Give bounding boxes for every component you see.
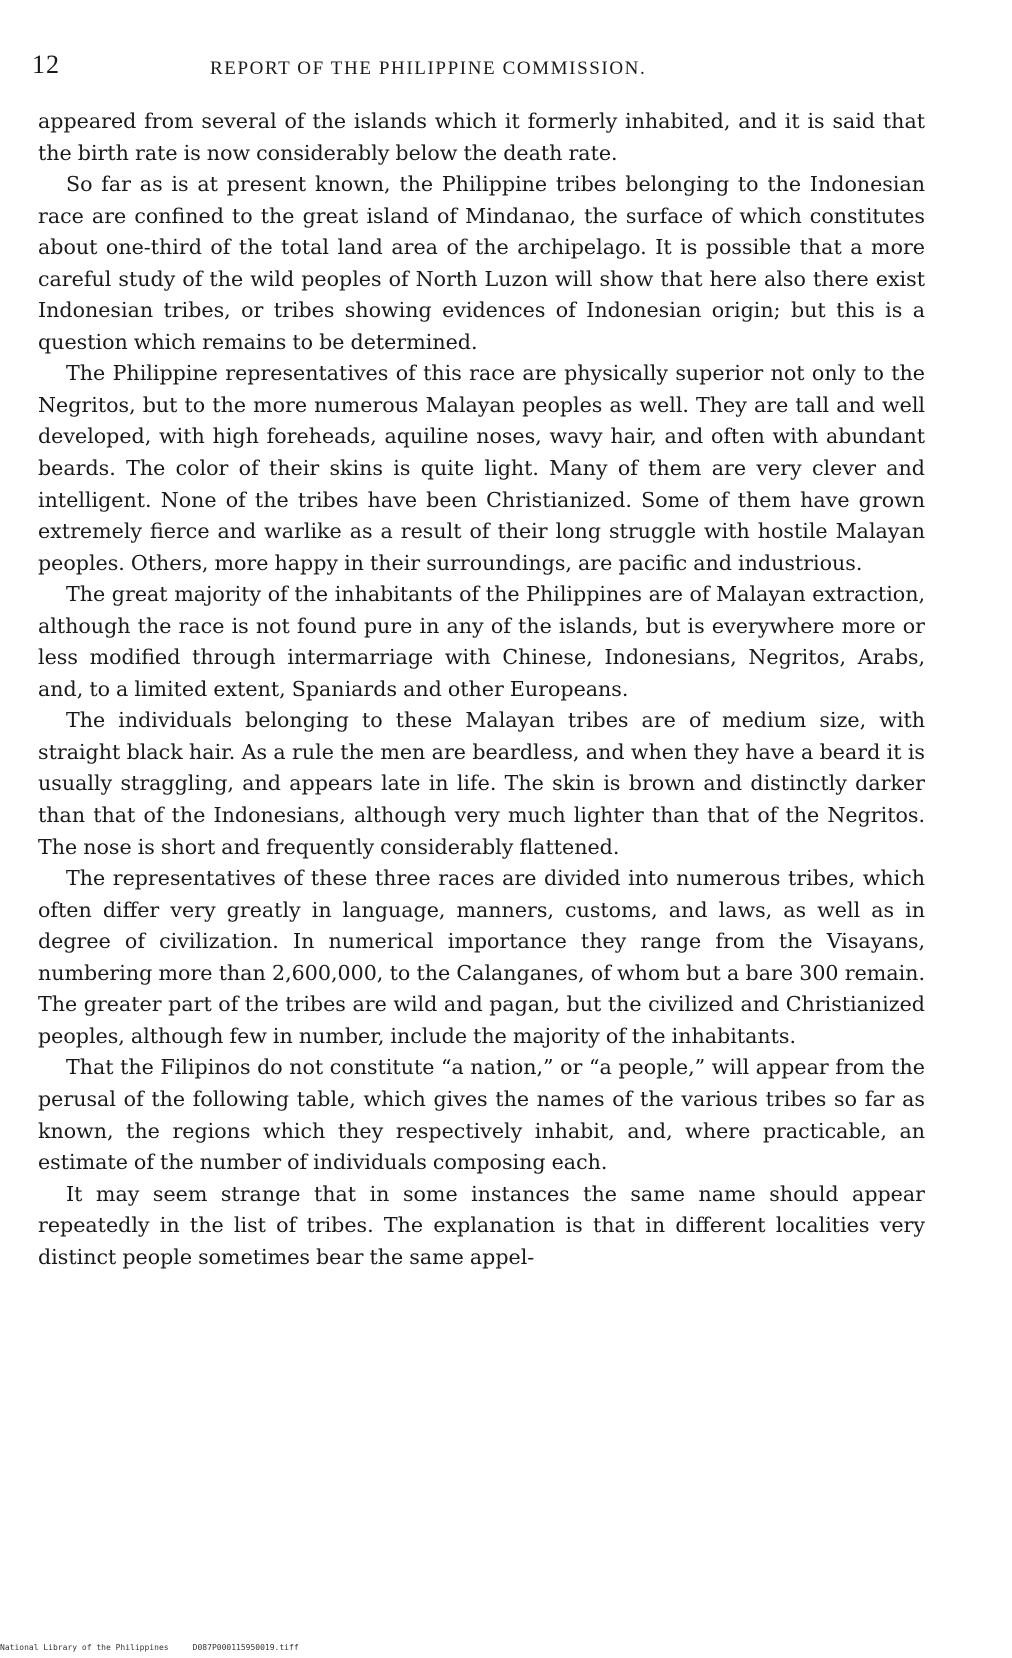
footer-library: National Library of the Philippines [0, 1643, 169, 1652]
body-text [38, 106, 925, 1273]
paragraph: The representatives of these three races are divided into numerous tribes, which often differ very greatly in language, manners, customs, and laws, as well as in degree of civilization. In numerical importance they range from the Visayans, numbering more than 2,600,000, to the Calanganes, of whom but a bare 300 remain. The greater part of the tribes are wild and pagan, but the civilized and Christianized peoples, although few in number, include the majority of the inhabitants. [38, 866, 925, 1048]
footer-file: D087P000115950019.tiff [192, 1643, 299, 1652]
paragraph-continued: appeared from several of the islands which it formerly inhabited, and it is said that the birth rate is now considerably below the death rate. [38, 109, 925, 165]
paragraph: The Philippine representatives of this race are physically superior not only to the Negritos, but to the more numerous Malayan peoples as well. They are tall and well developed, with high foreheads, aquiline noses, wavy hair, and often with abundant beards. The color of their skins is quite light. Many of them are very clever and intelligent. None of the tribes have been Christianized. Some of them have grown extremely fierce and warlike as a result of their long struggle with hostile Malayan peoples. Others, more happy in their surroundings, are pacific and industrious. [38, 361, 925, 575]
paragraph: That the Filipinos do not constitute “a nation,” or “a people,” will appear from the perusal of the following table, which gives the names of the various tribes so far as known, the regions which they respectively inhabit, and, where practicable, an estimate of the number of individuals composing each. [38, 1055, 925, 1175]
page-number: 12 [32, 50, 60, 79]
paragraph: The individuals belonging to these Malayan tribes are of medium size, with straight black hair. As a rule the men are beardless, and when they have a beard it is usually straggling, and appears late in life. The skin is brown and distinctly darker than that of the Indonesians, although very much lighter than that of the Negritos. The nose is short and frequently considerably flattened. [38, 708, 925, 859]
scan-footer [0, 1643, 299, 1652]
paragraph: It may seem strange that in some instances the same name should appear repeatedly in the list of tribes. The explanation is that in different localities very distinct people sometimes bear the same appel- [38, 1181, 925, 1269]
paragraph: So far as is at present known, the Philippine tribes belonging to the Indonesian race are confined to the great island of Mindanao, the surface of which constitutes about one-third of the total land area of the archipelago. It is possible that a more careful study of the wild peoples of North Luzon will show that here also there exist Indonesian tribes, or tribes showing evidences of Indonesian origin; but this is a question which remains to be determined. [38, 172, 925, 354]
paragraph: The great majority of the inhabitants of the Philippines are of Malayan extraction, although the race is not found pure in any of the islands, but is everywhere more or less modified through intermarriage with Chinese, Indonesians, Negritos, Arabs, and, to a limited extent, Spaniards and other Europeans. [38, 582, 925, 701]
running-title: REPORT OF THE PHILIPPINE COMMISSION. [210, 58, 647, 79]
